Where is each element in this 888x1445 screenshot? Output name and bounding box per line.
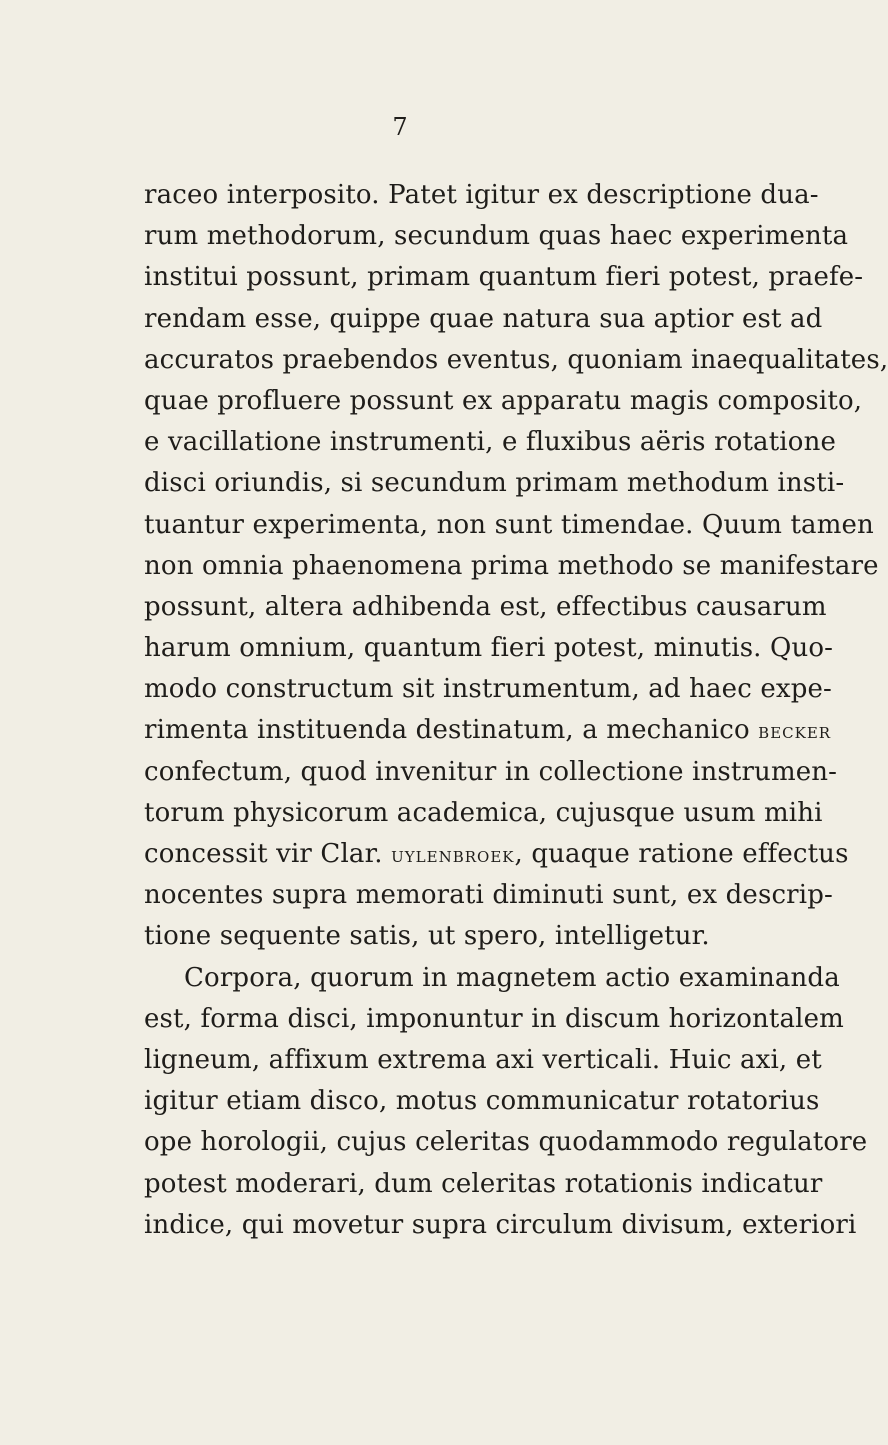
text-line: non omnia phaenomena prima methodo se manifestare [144,550,879,581]
text-line: igitur etiam disco, motus communicatur rotatorius [144,1086,820,1117]
text-line: confectum, quod invenitur in collectione instrumen- [144,756,838,787]
text-line: institui possunt, primam quantum fieri potest, praefe- [144,262,864,293]
text-line: torum physicorum academica, cujusque usum mihi [144,797,823,828]
text-line: modo constructum sit instrumentum, ad haec expe- [144,674,832,705]
text-line: nocentes supra memorati diminuti sunt, ex descrip- [144,880,833,911]
name-small-caps: BECKER [758,724,832,743]
text-line: indice, qui movetur supra circulum divisum, exteriori [144,1209,857,1240]
text-line: rum methodorum, secundum quas haec experimenta [144,221,849,252]
text-line: ope horologii, cujus celeritas quodammodo regulatore [144,1127,868,1158]
text-line: raceo interposito. Patet igitur ex descriptione dua- [144,180,819,210]
text-line: est, forma disci, imponuntur in discum horizontalem [144,1003,844,1034]
text-line: tuantur experimenta, non sunt timendae. Quum tamen [144,509,874,540]
text-line: rendam esse, quippe quae natura sua aptior est ad [144,303,823,334]
text-line: rimenta instituenda destinatum, a mechanico BECKER [144,715,832,746]
text-line: concessit vir Clar. UYLENBROEK, quaque ratione effectus [144,839,849,869]
text-line: possunt, altera adhibenda est, effectibus causarum [144,591,827,622]
page-number: 7 [392,113,408,141]
text-line: disci oriundis, si secundum primam methodum insti- [144,468,845,499]
text-line: potest moderari, dum celeritas rotationis indicatur [144,1168,823,1199]
text-line: tione sequente satis, ut spero, intelligetur. [144,921,710,952]
text-line: quae profluere possunt ex apparatu magis composito, [144,385,863,416]
text-line: e vacillatione instrumenti, e fluxibus aëris rotatione [144,427,836,458]
body-text [144,175,888,1246]
text-line: ligneum, affixum extrema axi verticali. Huic axi, et [144,1044,822,1075]
name-small-caps: UYLENBROEK [391,848,515,866]
text-line: Corpora, quorum in magnetem actio examinanda [184,962,840,993]
text-line: harum omnium, quantum fieri potest, minutis. Quo- [144,633,834,664]
text-line: accuratos praebendos eventus, quoniam inaequalitates, [144,344,888,375]
